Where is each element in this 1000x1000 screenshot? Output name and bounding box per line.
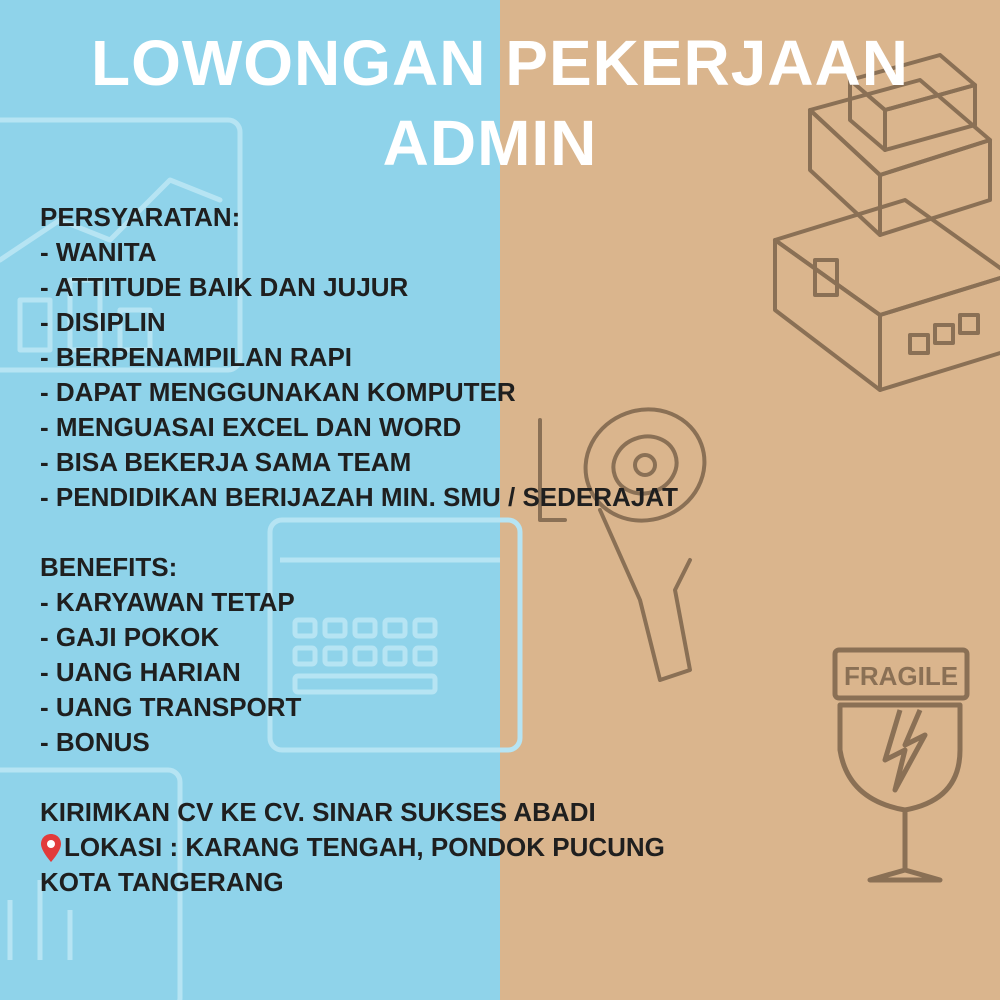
requirement-item: - DISIPLIN: [40, 307, 166, 337]
location-line: [40, 830, 980, 865]
benefit-item: - GAJI POKOK: [40, 622, 220, 652]
requirement-item: - ATTITUDE BAIK DAN JUJUR: [40, 272, 409, 302]
benefit-item: - BONUS: [40, 727, 150, 757]
requirements-heading: PERSYARATAN:: [40, 202, 241, 232]
benefits-heading: BENEFITS:: [40, 552, 178, 582]
city-text: KOTA TANGERANG: [40, 867, 284, 897]
fragile-label: FRAGILE: [843, 661, 959, 691]
requirement-item: - DAPAT MENGGUNAKAN KOMPUTER: [40, 377, 516, 407]
requirement-item: - BISA BEKERJA SAMA TEAM: [40, 447, 412, 477]
location-text: LOKASI : KARANG TENGAH, PONDOK PUCUNG: [64, 832, 665, 862]
title-line-1: LOWONGAN PEKERJAAN: [90, 27, 910, 99]
requirement-item: - PENDIDIKAN BERIJAZAH MIN. SMU / SEDERAJAT: [40, 482, 679, 512]
title-line-2: ADMIN: [382, 107, 598, 179]
spacer: [40, 760, 980, 795]
job-details: [40, 200, 980, 900]
benefit-item: - KARYAWAN TETAP: [40, 587, 295, 617]
location-pin-icon: [40, 833, 62, 863]
benefit-item: - UANG HARIAN: [40, 657, 241, 687]
benefit-item: - UANG TRANSPORT: [40, 692, 302, 722]
spacer: [40, 515, 980, 550]
send-cv-text: KIRIMKAN CV KE CV. SINAR SUKSES ABADI: [40, 797, 596, 827]
requirement-item: - MENGUASAI EXCEL DAN WORD: [40, 412, 462, 442]
requirement-item: - WANITA: [40, 237, 157, 267]
requirement-item: - BERPENAMPILAN RAPI: [40, 342, 353, 372]
